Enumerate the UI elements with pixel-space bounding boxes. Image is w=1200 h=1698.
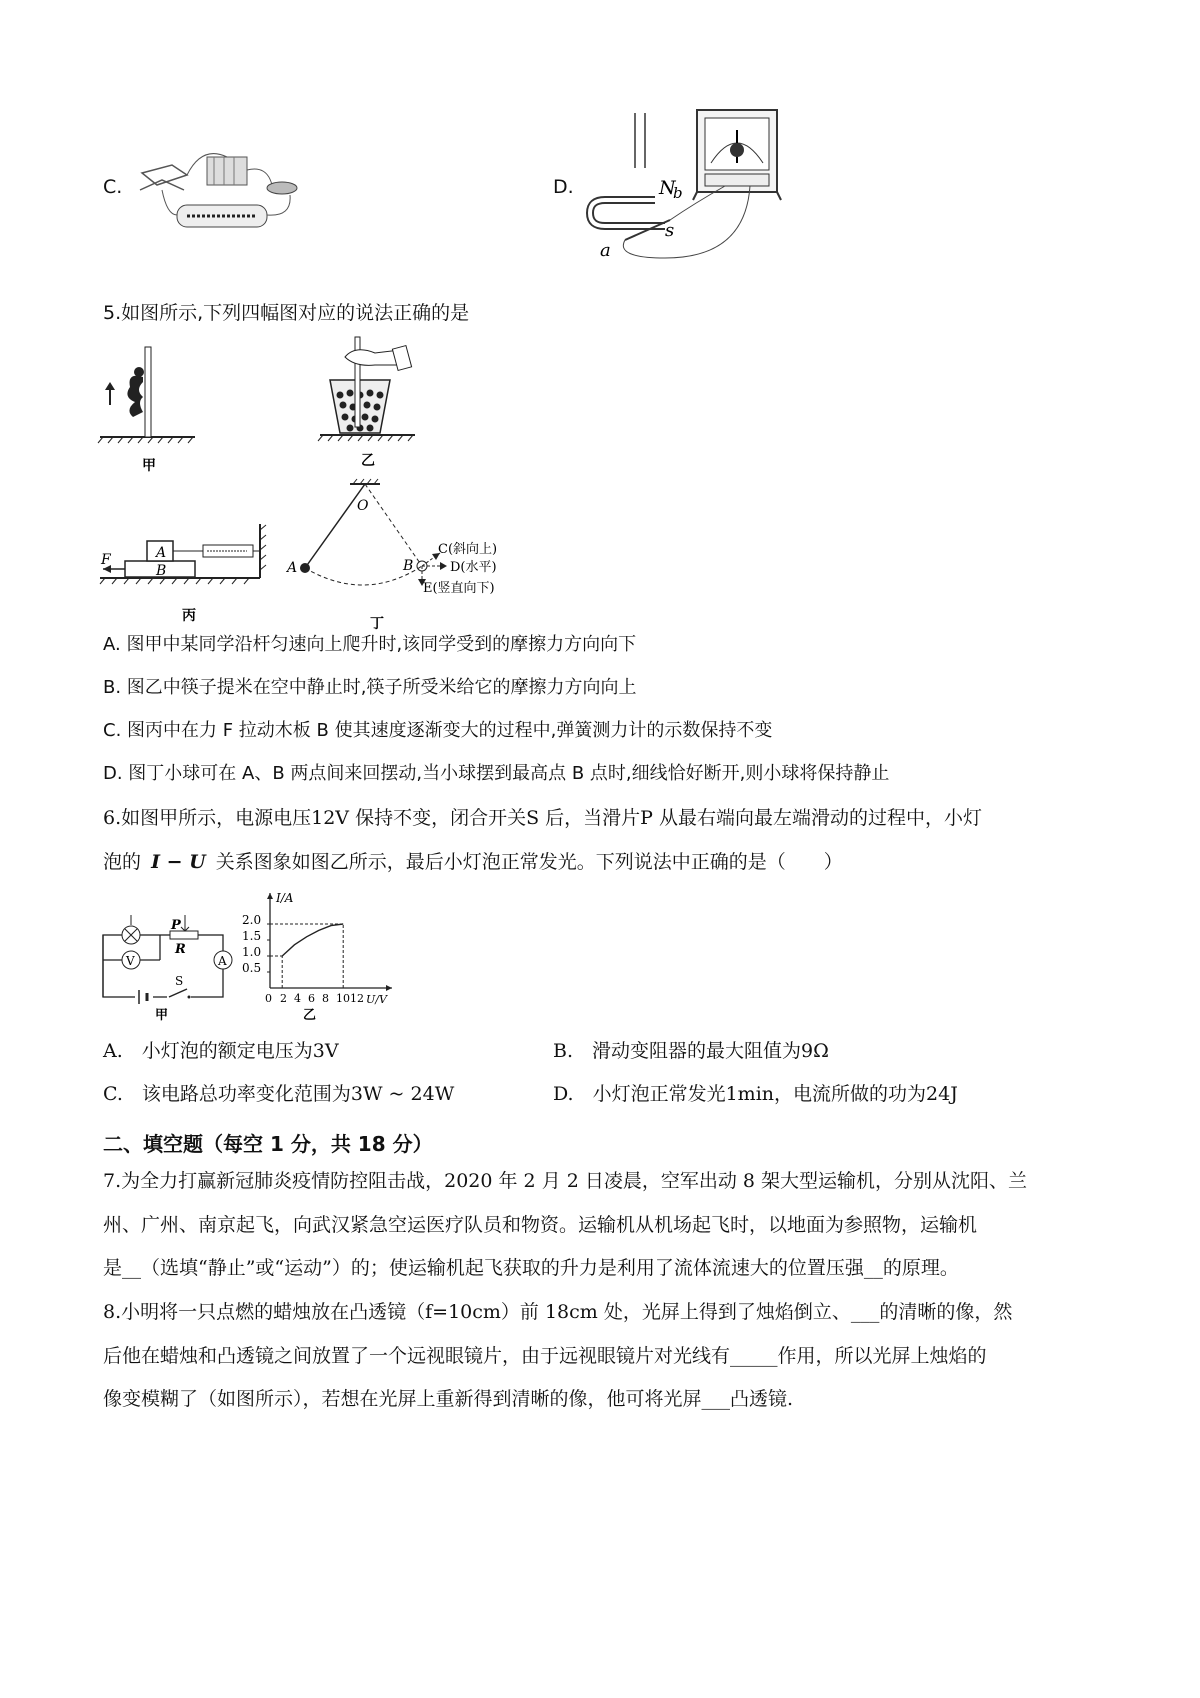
q8-line3: 像变模糊了（如图所示），若想在光屏上重新得到清晰的像，他可将光屏___凸透镜. bbox=[103, 1388, 794, 1410]
q5-option-d: D. 图丁小球可在 A、B 两点间来回摆动,当小球摆到最高点 B 点时,细线恰好断开,则小球将保持静止 bbox=[103, 763, 890, 784]
q6-stem-math: I − U bbox=[151, 851, 206, 873]
q5-fig-ding-label-d: D(水平) bbox=[450, 560, 497, 575]
q6-stem-line2-a: 泡的 bbox=[103, 851, 142, 873]
q5-caption-ding: 丁 bbox=[370, 616, 384, 632]
q5-caption-jia: 甲 bbox=[142, 458, 156, 472]
q4-fig-d-label-a: a bbox=[600, 240, 611, 261]
q6-circuit-label-v: V bbox=[126, 954, 135, 968]
q5-fig-ding-label-c: C(斜向上) bbox=[438, 542, 498, 557]
q5-figure-jia bbox=[95, 342, 200, 472]
q5-option-b: B. 图乙中筷子提米在空中静止时,筷子所受米给它的摩擦力方向向上 bbox=[103, 677, 637, 698]
q5-fig-bing-label-f: F bbox=[101, 552, 111, 568]
q6-graph-ylabel: I/A bbox=[276, 891, 294, 905]
q6-graph-ytick-3: 0.5 bbox=[242, 961, 262, 975]
q6-graph-xtick-5: 1012 bbox=[336, 992, 364, 1005]
iu-curve bbox=[282, 924, 343, 956]
q5-stem: 5.如图所示,下列四幅图对应的说法正确的是 bbox=[103, 302, 470, 324]
q6-graph-xtick-4: 8 bbox=[322, 992, 329, 1005]
q6-circuit-label-s: S bbox=[175, 974, 184, 988]
q5-fig-ding-label-o: O bbox=[357, 498, 369, 514]
q6-graph-ytick-1: 1.5 bbox=[242, 929, 262, 943]
q6-graph-xtick-3: 6 bbox=[308, 992, 315, 1005]
q5-option-c: C. 图丙中在力 F 拉动木板 B 使其速度逐渐变大的过程中,弹簧测力计的示数保持不变 bbox=[103, 720, 773, 741]
q6-stem-line1: 6.如图甲所示，电源电压12V 保持不变，闭合开关S 后，当滑片P 从最右端向最左端滑动的过程中，小灯 bbox=[103, 807, 982, 829]
q6-circuit-figure bbox=[95, 905, 235, 1023]
q4-fig-d-label-n: N bbox=[659, 177, 676, 199]
q4-fig-d-label-s: s bbox=[665, 220, 675, 241]
q5-figure-ding bbox=[285, 478, 520, 638]
q4-option-d-label: D. bbox=[553, 176, 574, 198]
q8-line2: 后他在蜡烛和凸透镜之间放置了一个远视眼镜片，由于远视眼镜片对光线有_____作用，所以光屏上烛焰的 bbox=[103, 1345, 987, 1367]
q5-caption-bing: 丙 bbox=[182, 608, 196, 624]
q7-line1: 7.为全力打赢新冠肺炎疫情防控阻击战，2020 年 2 月 2 日凌晨，空军出动 8 架大型运输机，分别从沈阳、兰 bbox=[103, 1170, 1028, 1192]
q4-option-c-figure bbox=[132, 145, 302, 240]
q6-option-a: A. 小灯泡的额定电压为3V bbox=[103, 1040, 339, 1062]
q6-option-b: B. 滑动变阻器的最大阻值为9Ω bbox=[553, 1040, 829, 1062]
q6-circuit-label-r: R bbox=[175, 942, 186, 957]
section2-heading: 二、填空题（每空 1 分，共 18 分） bbox=[103, 1132, 433, 1156]
q7-line3: 是__（选填“静止”或“运动”）的；使运输机起飞获取的升力是利用了流体流速大的位置压强__的原理。 bbox=[103, 1257, 959, 1279]
q6-graph-ytick-0: 2.0 bbox=[242, 913, 262, 927]
q4-option-d-figure bbox=[585, 108, 795, 263]
q6-iu-graph bbox=[240, 888, 400, 1023]
q5-figure-yi bbox=[315, 335, 425, 475]
q6-option-d: D. 小灯泡正常发光1min，电流所做的功为24J bbox=[553, 1083, 958, 1105]
q5-fig-ding-label-a: A bbox=[287, 560, 298, 576]
q6-stem-line2-b: 关系图象如图乙所示，最后小灯泡正常发光。下列说法中正确的是（ ） bbox=[215, 851, 843, 873]
q6-stem-line2 bbox=[103, 853, 843, 872]
q6-circuit-label-a: A bbox=[218, 954, 227, 968]
q6-graph-xtick-0: 0 bbox=[265, 992, 272, 1005]
q5-fig-bing-label-a: A bbox=[156, 545, 167, 561]
q5-option-a: A. 图甲中某同学沿杆匀速向上爬升时,该同学受到的摩擦力方向向下 bbox=[103, 634, 637, 655]
q7-line2: 州、广州、南京起飞，向武汉紧急空运医疗队员和物资。运输机从机场起飞时，以地面为参照物，运输机 bbox=[103, 1214, 978, 1236]
q6-graph-xtick-1: 2 bbox=[280, 992, 287, 1005]
q6-circuit-caption: 甲 bbox=[155, 1008, 169, 1023]
q5-figure-bing bbox=[95, 522, 270, 632]
q6-graph-ytick-2: 1.0 bbox=[242, 945, 262, 959]
q6-graph-xtick-2: 4 bbox=[294, 992, 301, 1005]
q4-option-c-label: C. bbox=[103, 176, 123, 198]
q5-fig-bing-label-b: B bbox=[156, 563, 167, 579]
q6-circuit-label-p: P bbox=[171, 918, 181, 933]
q5-fig-ding-label-b: B bbox=[403, 558, 414, 574]
q5-caption-yi: 乙 bbox=[361, 453, 375, 469]
q4-fig-d-label-b: b bbox=[673, 184, 683, 202]
q8-line1: 8.小明将一只点燃的蜡烛放在凸透镜（f=10cm）前 18cm 处，光屏上得到了烛焰倒立、___的清晰的像，然 bbox=[103, 1301, 1013, 1323]
q6-graph-xlabel: U/V bbox=[366, 993, 387, 1006]
q5-fig-ding-label-e: E(竖直向下) bbox=[423, 581, 495, 596]
q6-option-c: C. 该电路总功率变化范围为3W ~ 24W bbox=[103, 1083, 455, 1105]
q6-graph-caption: 乙 bbox=[303, 1008, 317, 1023]
